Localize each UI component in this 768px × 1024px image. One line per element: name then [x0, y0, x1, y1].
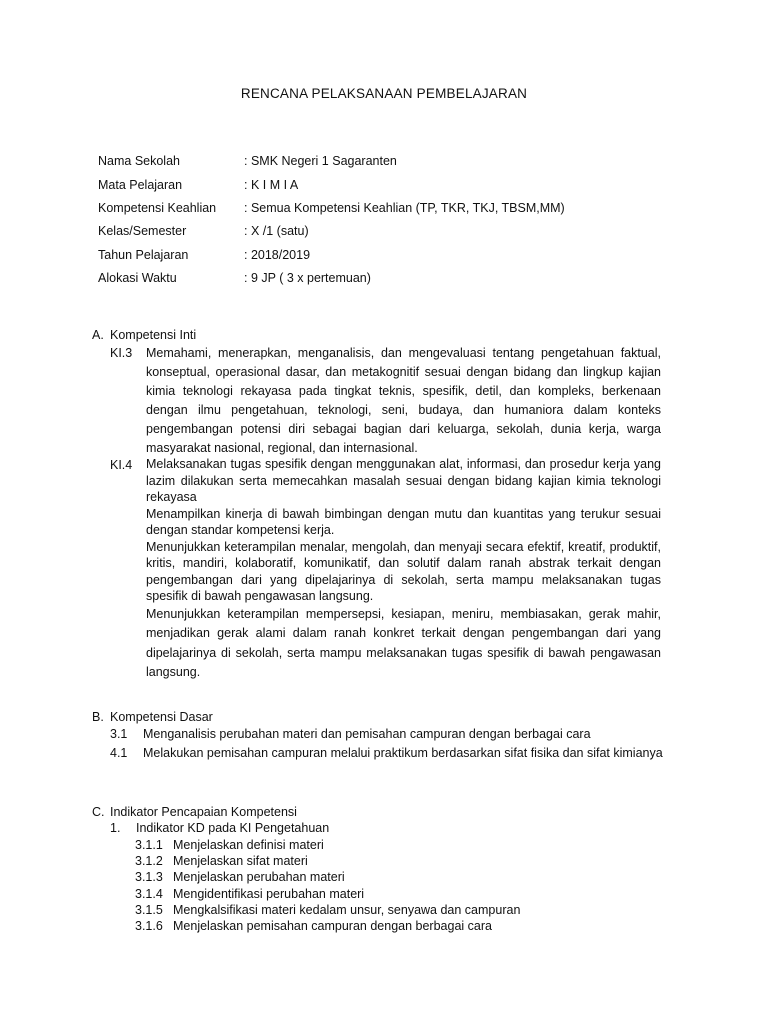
ki3-code: KI.3: [110, 346, 133, 360]
section-title: Kompetensi Inti: [110, 328, 197, 342]
kd-code: 3.1: [110, 727, 128, 741]
identity-value: : K I M I A: [244, 178, 299, 192]
indicator-code: 3.1.1: [135, 838, 163, 852]
indicator-text: Menjelaskan perubahan materi: [173, 870, 345, 884]
indicator-code: 3.1.4: [135, 887, 163, 901]
kd-text: Melakukan pemisahan campuran melalui praktikum berdasarkan sifat fisika dan sifat kimianya: [143, 746, 663, 760]
identity-value: : 2018/2019: [244, 248, 311, 262]
identity-label: Tahun Pelajaran: [98, 248, 189, 262]
indicator-code: 3.1.6: [135, 919, 163, 933]
identity-label: Mata Pelajaran: [98, 178, 183, 192]
kd-text: Menganalisis perubahan materi dan pemisahan campuran dengan berbagai cara: [143, 727, 591, 741]
identity-row-class: [98, 224, 658, 242]
ki4-paragraph-4: Menunjukkan keterampilan mempersepsi, kesiapan, meniru, membiasakan, gerak mahir, menjadikan gerak alami dalam ranah konkret terkait dengan pengembangan dari yang dipelajarinya di sekolah, serta mampu melaksanakan tugas spesifik di bawah pengawasan langsung.: [146, 606, 661, 679]
section-letter: A.: [92, 328, 104, 342]
ki4-text: [146, 456, 661, 683]
identity-row-time: [98, 271, 658, 289]
identity-row-subject: [98, 178, 658, 196]
identity-row-school: [98, 154, 658, 172]
ki4-paragraph-2: Menampilkan kinerja di bawah bimbingan dengan mutu dan kuantitas yang terukur sesuai dengan standar kompetensi kerja.: [146, 506, 661, 537]
identity-value: : SMK Negeri 1 Sagaranten: [244, 154, 397, 168]
identity-value: : 9 JP ( 3 x pertemuan): [244, 271, 371, 285]
indicator-code: 3.1.2: [135, 854, 163, 868]
ki3-text: [146, 344, 661, 458]
identity-row-competency: [98, 201, 658, 219]
indicator-group-title: Indikator KD pada KI Pengetahuan: [136, 821, 330, 835]
ki4-paragraph-1: Melaksanakan tugas spesifik dengan menggunakan alat, informasi, dan prosedur kerja yang lazim dilakukan serta memecahkan masalah sesuai dengan bidang kajian kimia teknologi rekayasa: [146, 457, 661, 504]
identity-label: Alokasi Waktu: [98, 271, 177, 285]
section-letter: B.: [92, 710, 104, 724]
identity-label: Kompetensi Keahlian: [98, 201, 217, 215]
identity-value: : X /1 (satu): [244, 224, 309, 238]
indicator-text: Menjelaskan pemisahan campuran dengan berbagai cara: [173, 919, 492, 933]
section-letter: C.: [92, 805, 105, 819]
section-title: Indikator Pencapaian Kompetensi: [110, 805, 297, 819]
indicator-code: 3.1.3: [135, 870, 163, 884]
kd-code: 4.1: [110, 746, 128, 760]
identity-label: Nama Sekolah: [98, 154, 180, 168]
identity-row-year: [98, 248, 658, 266]
indicator-group-number: 1.: [110, 821, 121, 835]
ki4-paragraph-3: Menunjukkan keterampilan menalar, mengolah, dan menyaji secara efektif, kreatif, produktif, kritis, mandiri, kolaboratif, komunikatif, dan solutif dalam ranah abstrak terkait dengan pengembangan dari yang dipelajarinya di sekolah, serta mampu melaksanakan tugas spesifik di bawah pengawasan langsung.: [146, 539, 661, 603]
indicator-text: Mengkalsifikasi materi kedalam unsur, senyawa dan campuran: [173, 903, 521, 917]
section-title: Kompetensi Dasar: [110, 710, 213, 724]
ki4-code: KI.4: [110, 458, 133, 472]
indicator-text: Mengidentifikasi perubahan materi: [173, 887, 365, 901]
identity-label: Kelas/Semester: [98, 224, 187, 238]
ki3-paragraph: Memahami, menerapkan, menganalisis, dan mengevaluasi tentang pengetahuan faktual, konseptual, operasional dasar, dan metakognitif sesuai dengan bidang dan lingkup kajian kimia teknologi rekayasa pada tingkat teknis, spesifik, detil, dan kompleks, berkenaan dengan ilmu pengetahuan, teknologi, seni, budaya, dan humaniora dalam konteks pengembangan potensi diri sebagai bagian dari keluarga, sekolah, dunia kerja, warga masyarakat nasional, regional, dan internasional.: [146, 346, 661, 455]
document-title: RENCANA PELAKSANAAN PEMBELAJARAN: [240, 86, 528, 101]
indicator-text: Menjelaskan sifat materi: [173, 854, 308, 868]
indicator-text: Menjelaskan definisi materi: [173, 838, 324, 852]
identity-value: : Semua Kompetensi Keahlian (TP, TKR, TKJ, TBSM,MM): [244, 201, 565, 215]
indicator-code: 3.1.5: [135, 903, 163, 917]
